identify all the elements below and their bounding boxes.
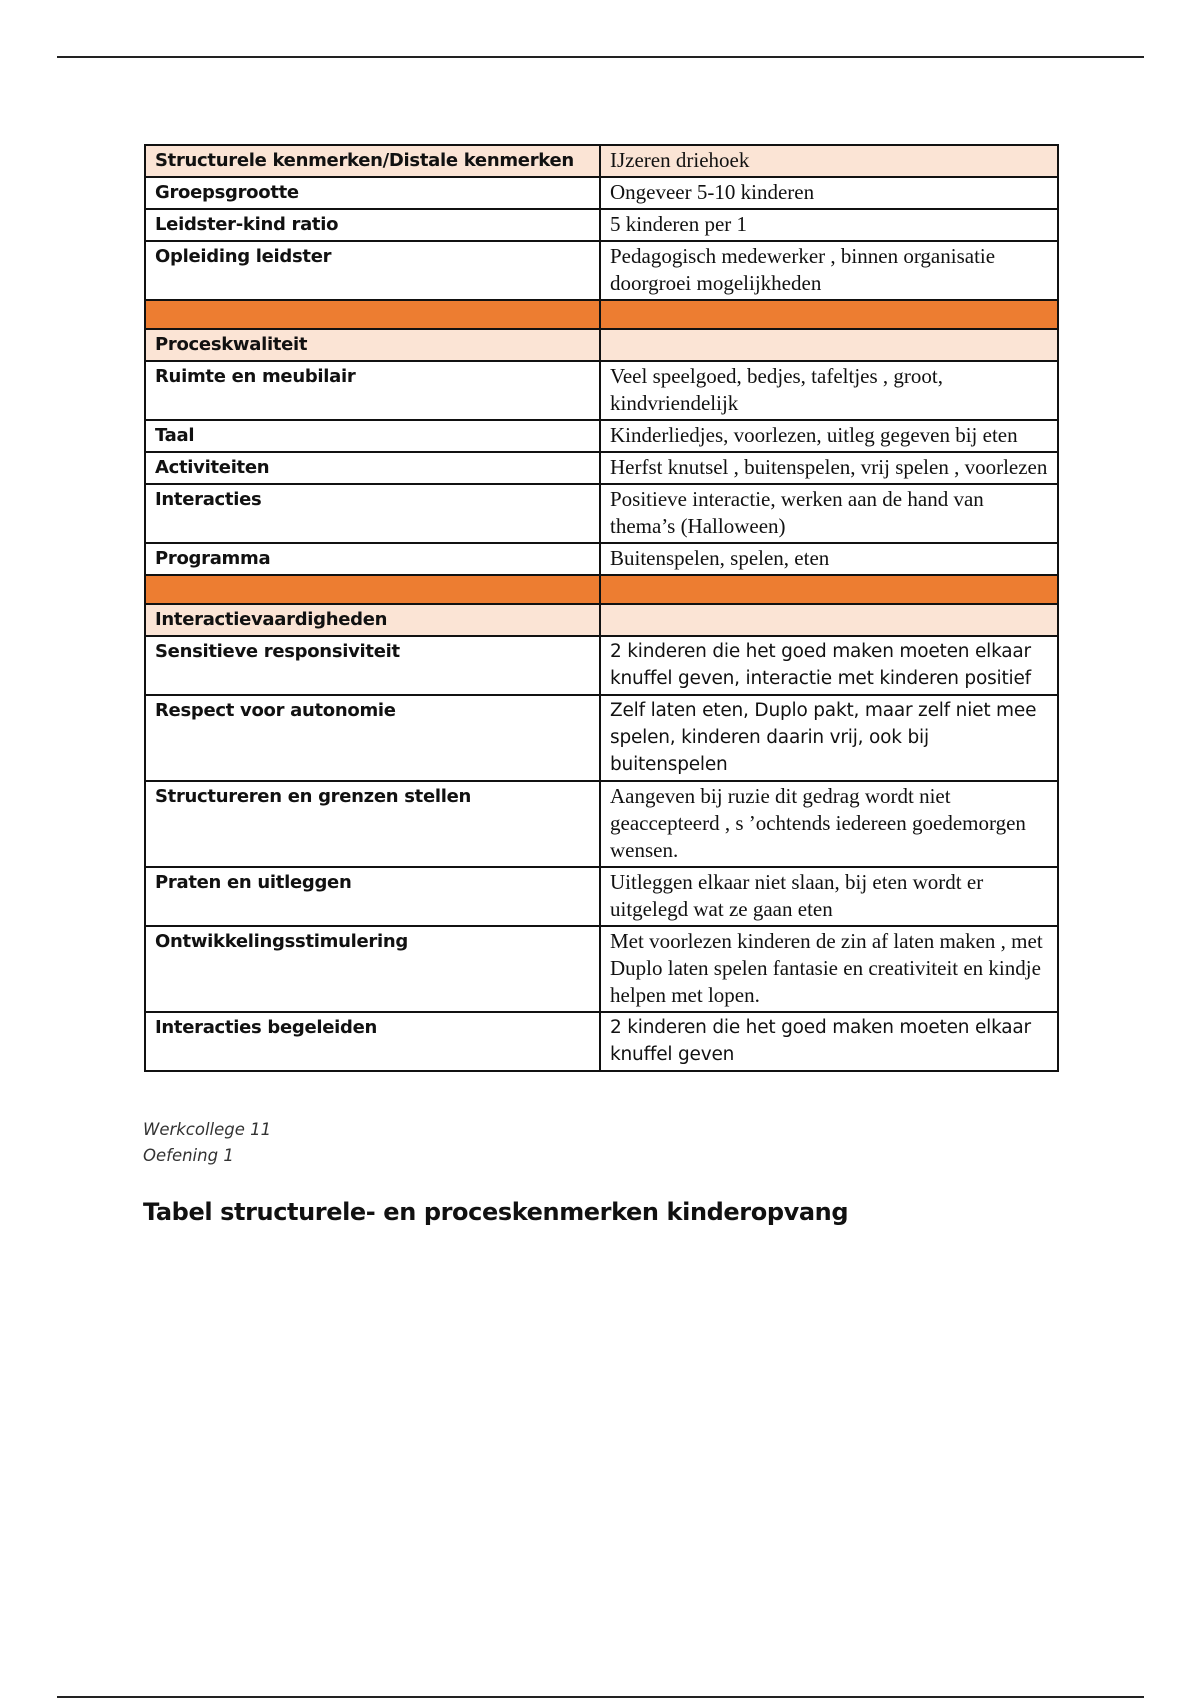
table-header-row xyxy=(145,145,1058,177)
row-label: Ruimte en meubilair xyxy=(145,361,600,420)
section-header-value xyxy=(600,604,1058,636)
header-label-cell: Structurele kenmerken/Distale kenmerken xyxy=(145,145,600,177)
row-label: Ontwikkelingsstimulering xyxy=(145,926,600,1012)
row-label: Interacties xyxy=(145,484,600,543)
document-title: Tabel structurele- en proceskenmerken kinderopvang xyxy=(143,1198,849,1226)
row-label: Groepsgrootte xyxy=(145,177,600,209)
table-row xyxy=(145,209,1058,241)
row-value: Pedagogisch medewerker , binnen organisatie doorgroei mogelijkheden xyxy=(600,241,1058,300)
divider-cell xyxy=(600,300,1058,329)
row-value: 2 kinderen die het goed maken moeten elkaar knuffel geven xyxy=(600,1012,1058,1071)
section-header-value xyxy=(600,329,1058,361)
footer-rule xyxy=(57,1696,1144,1698)
divider-cell xyxy=(145,575,600,604)
row-value: Uitleggen elkaar niet slaan, bij eten wordt er uitgelegd wat ze gaan eten xyxy=(600,867,1058,926)
section-header-label: Proceskwaliteit xyxy=(145,329,600,361)
table-row xyxy=(145,926,1058,1012)
section-header-row xyxy=(145,604,1058,636)
row-value: Veel speelgoed, bedjes, tafeltjes , groot, kindvriendelijk xyxy=(600,361,1058,420)
row-label: Programma xyxy=(145,543,600,575)
table-row xyxy=(145,241,1058,300)
table-row xyxy=(145,484,1058,543)
row-value: Kinderliedjes, voorlezen, uitleg gegeven bij eten xyxy=(600,420,1058,452)
section-header-row xyxy=(145,329,1058,361)
table-row xyxy=(145,420,1058,452)
row-value: Ongeveer 5-10 kinderen xyxy=(600,177,1058,209)
table-row xyxy=(145,636,1058,695)
section-header-label: Interactievaardigheden xyxy=(145,604,600,636)
row-value: Positieve interactie, werken aan de hand van thema’s (Halloween) xyxy=(600,484,1058,543)
characteristics-table xyxy=(144,144,1059,1072)
section-divider-row xyxy=(145,575,1058,604)
row-label: Structureren en grenzen stellen xyxy=(145,781,600,867)
header-rule xyxy=(57,56,1144,58)
table-row xyxy=(145,1012,1058,1071)
row-label: Opleiding leidster xyxy=(145,241,600,300)
row-value: 5 kinderen per 1 xyxy=(600,209,1058,241)
row-label: Praten en uitleggen xyxy=(145,867,600,926)
row-label: Activiteiten xyxy=(145,452,600,484)
table-row xyxy=(145,867,1058,926)
table-row xyxy=(145,781,1058,867)
row-label: Taal xyxy=(145,420,600,452)
table-row xyxy=(145,695,1058,781)
divider-cell xyxy=(600,575,1058,604)
row-value: Aangeven bij ruzie dit gedrag wordt niet geaccepteerd , s ’ochtends iedereen goedemorgen wensen. xyxy=(600,781,1058,867)
divider-cell xyxy=(145,300,600,329)
section-divider-row xyxy=(145,300,1058,329)
row-label: Sensitieve responsiviteit xyxy=(145,636,600,695)
caption-werkcollege: Werkcollege 11 xyxy=(143,1120,272,1139)
row-label: Leidster-kind ratio xyxy=(145,209,600,241)
header-value-cell: IJzeren driehoek xyxy=(600,145,1058,177)
row-label: Interacties begeleiden xyxy=(145,1012,600,1071)
row-value: Herfst knutsel , buitenspelen, vrij spelen , voorlezen xyxy=(600,452,1058,484)
row-value: 2 kinderen die het goed maken moeten elkaar knuffel geven, interactie met kinderen positief xyxy=(600,636,1058,695)
caption-oefening: Oefening 1 xyxy=(143,1146,234,1165)
table-row xyxy=(145,361,1058,420)
table-row xyxy=(145,177,1058,209)
row-value: Zelf laten eten, Duplo pakt, maar zelf niet mee spelen, kinderen daarin vrij, ook bij buitenspelen xyxy=(600,695,1058,781)
row-label: Respect voor autonomie xyxy=(145,695,600,781)
table-row xyxy=(145,543,1058,575)
row-value: Met voorlezen kinderen de zin af laten maken , met Duplo laten spelen fantasie en creativiteit en kindje helpen met lopen. xyxy=(600,926,1058,1012)
table-row xyxy=(145,452,1058,484)
row-value: Buitenspelen, spelen, eten xyxy=(600,543,1058,575)
